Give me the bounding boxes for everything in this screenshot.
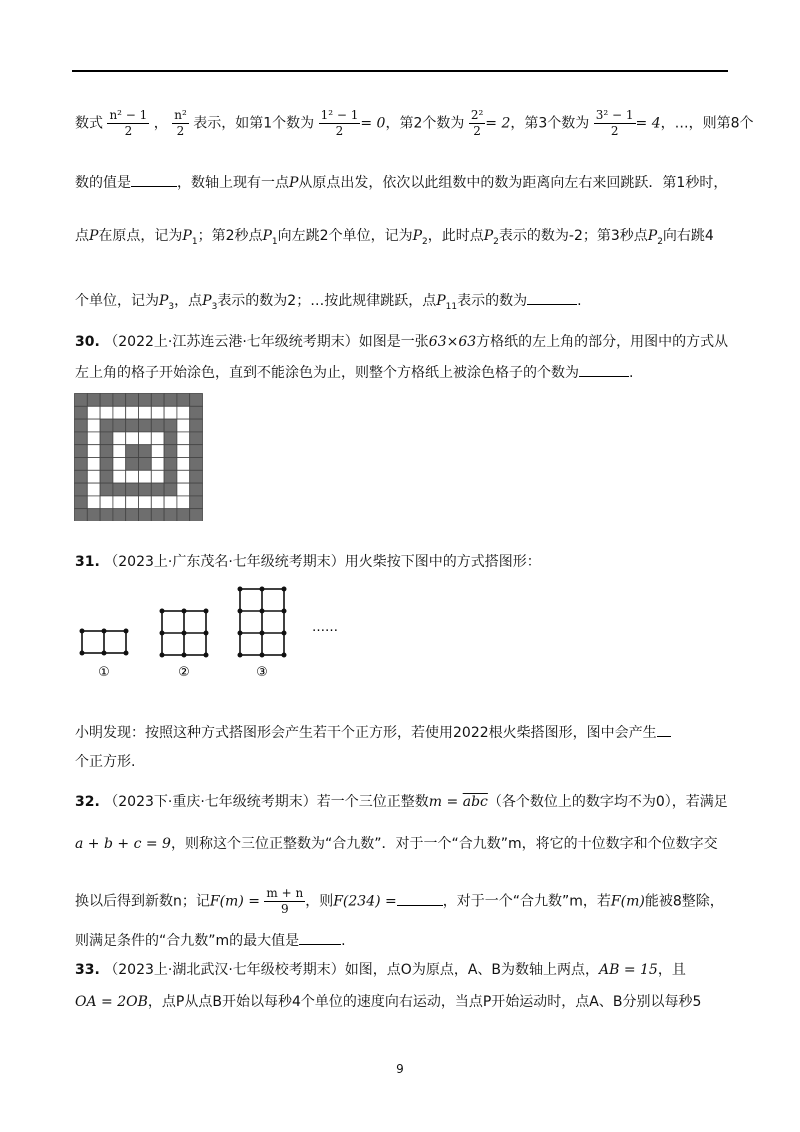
grid-cell: [113, 458, 126, 471]
grid-cell: [75, 445, 88, 458]
grid-cell: [87, 483, 100, 496]
q32-line-3: 换以后得到新数n；记F(m) = $\frac{m + n}{9}$ ，则F(234) = ，对于一个“合九数”m，若F(m)能被8整除，: [75, 886, 724, 916]
grid-cell: [177, 406, 190, 419]
grid-cell: [190, 458, 203, 471]
grid-cell: [87, 509, 100, 521]
q29-line-3: 点P在原点，记为$P_1$；第2秒点$P_1$向左跳2个单位，记为$P_2$，此时点$P_2$表示的数为-2；第3秒点$P_2$向右跳4: [75, 228, 714, 247]
grid-cell: [100, 458, 113, 471]
q32-line-1: 32. （2023下·重庆·七年级统考期末）若一个三位正整数$m = \overline{abc}$（各个数位上的数字均不为0），若满足: [75, 794, 728, 810]
grid-cell: [164, 432, 177, 445]
grid-cell: [87, 458, 100, 471]
grid-cell: [75, 432, 88, 445]
grid-cell: [100, 406, 113, 419]
grid-cell: [139, 470, 152, 483]
fraction: $\frac{\text{2²}}{2}$: [470, 108, 484, 138]
coloring-grid-svg: [74, 393, 204, 521]
q29-line-4: 个单位，记为$P_3$，点$P_3$表示的数为2；…按此规律跳跃，点$P_{11}$表示的数为 .: [75, 290, 582, 317]
grid-cell: [100, 445, 113, 458]
fraction: $\frac{m + n}{9}$: [266, 886, 304, 916]
q33-line-1: 33. （2023上·湖北武汉·七年级校考期末）如图，点O为原点，A、B为数轴上两点，AB = 15，且: [75, 962, 686, 978]
grid-cell: [164, 419, 177, 432]
grid-cell: [190, 406, 203, 419]
grid-cell: [164, 509, 177, 521]
grid-cell: [100, 432, 113, 445]
grid-cell: [126, 470, 139, 483]
grid-cell: [139, 496, 152, 509]
fraction: $\frac{\text{n² − 1}}{2}$: [109, 108, 148, 138]
grid-cell: [100, 419, 113, 432]
grid-cell: [87, 394, 100, 407]
grid-cell: [87, 432, 100, 445]
figure-label-3: ③: [256, 665, 268, 680]
grid-cell: [126, 394, 139, 407]
grid-cell: [126, 406, 139, 419]
grid-cell: [113, 509, 126, 521]
page-number: 9: [396, 1062, 404, 1076]
grid-cell: [190, 432, 203, 445]
grid-cell: [177, 432, 190, 445]
grid-cell: [87, 496, 100, 509]
grid-cell: [177, 483, 190, 496]
grid-cell: [113, 406, 126, 419]
grid-cell: [113, 394, 126, 407]
grid-cell: [164, 470, 177, 483]
grid-cell: [177, 419, 190, 432]
grid-cell: [190, 419, 203, 432]
grid-cell: [139, 419, 152, 432]
grid-cell: [113, 419, 126, 432]
grid-cell: [139, 406, 152, 419]
grid-cell: [151, 445, 164, 458]
grid-cell: [164, 496, 177, 509]
answer-blank[interactable]: [131, 172, 177, 187]
grid-cell: [139, 394, 152, 407]
grid-cell: [75, 458, 88, 471]
matchstick-svg: [72, 583, 372, 683]
grid-cell: [151, 432, 164, 445]
grid-cell: [126, 509, 139, 521]
answer-blank[interactable]: [299, 930, 341, 945]
grid-cell: [75, 496, 88, 509]
answer-blank[interactable]: [527, 290, 577, 305]
grid-cell: [151, 496, 164, 509]
grid-cell: [164, 445, 177, 458]
grid-cell: [164, 406, 177, 419]
grid-cell: [126, 419, 139, 432]
grid-cell: [100, 509, 113, 521]
grid-cell: [100, 483, 113, 496]
fraction: $\frac{\text{n²}}{2}$: [174, 108, 187, 138]
grid-cell: [190, 509, 203, 521]
grid-cell: [177, 470, 190, 483]
matchstick-figures: [72, 583, 372, 687]
grid-cell: [126, 496, 139, 509]
fraction: $\frac{\text{1² − 1}}{2}$: [320, 108, 359, 138]
grid-cell: [164, 483, 177, 496]
grid-figure: [74, 393, 204, 525]
answer-blank[interactable]: [579, 362, 629, 377]
grid-cell: [113, 470, 126, 483]
grid-cell: [87, 445, 100, 458]
grid-cell: [190, 496, 203, 509]
grid-cell: [139, 483, 152, 496]
grid-cell: [87, 470, 100, 483]
answer-blank[interactable]: [397, 891, 443, 906]
grid-cell: [151, 483, 164, 496]
grid-cell: [177, 496, 190, 509]
grid-cell: [151, 458, 164, 471]
figure-3: [240, 589, 284, 655]
grid-cell: [113, 445, 126, 458]
grid-cell: [139, 432, 152, 445]
q30-line-2: 左上角的格子开始涂色，直到不能涂色为止，则整个方格纸上被涂色格子的个数为 .: [75, 362, 633, 383]
q31-line-1: 31. （2023上·广东茂名·七年级统考期末）用火柴按下图中的方式搭图形：: [75, 554, 541, 570]
figure-label-2: ②: [178, 665, 190, 680]
grid-cell: [139, 445, 152, 458]
grid-cell: [177, 458, 190, 471]
grid-cell: [151, 394, 164, 407]
q32-line-4: 则满足条件的“合九数”m的最大值是 .: [75, 930, 346, 951]
grid-cell: [100, 470, 113, 483]
grid-cell: [151, 470, 164, 483]
q32-line-2: a + b + c = 9，则称这个三位正整数为“合九数”．对于一个“合九数”m，将它的十位数字和个位数字交: [75, 836, 718, 852]
grid-cell: [190, 394, 203, 407]
grid-cell: [151, 419, 164, 432]
grid-cell: [113, 483, 126, 496]
grid-cell: [177, 394, 190, 407]
figure-1: [82, 631, 126, 653]
grid-cell: [113, 496, 126, 509]
figure-label-1: ①: [98, 665, 110, 680]
grid-cell: [151, 406, 164, 419]
grid-cell: [177, 509, 190, 521]
grid-cell: [126, 483, 139, 496]
grid-cell: [139, 458, 152, 471]
q31-line-2: 小明发现：按照这种方式搭图形会产生若干个正方形，若使用2022根火柴搭图形，图中会产生: [75, 722, 671, 743]
grid-cell: [126, 445, 139, 458]
grid-cell: [87, 419, 100, 432]
q33-line-2: OA = 2OB，点P从点B开始以每秒4个单位的速度向右运动，当点P开始运动时，点A、B分别以每秒5: [75, 994, 702, 1010]
grid-cell: [100, 394, 113, 407]
grid-cell: [126, 432, 139, 445]
grid-cell: [190, 445, 203, 458]
grid-cell: [75, 419, 88, 432]
grid-cell: [190, 483, 203, 496]
grid-cell: [190, 470, 203, 483]
grid-cell: [75, 483, 88, 496]
grid-cell: [164, 394, 177, 407]
fraction: $\frac{\text{3² − 1}}{2}$: [595, 108, 634, 138]
grid-cell: [87, 406, 100, 419]
q31-line-3: 个正方形.: [75, 754, 136, 770]
grid-cell: [151, 509, 164, 521]
grid-cell: [126, 458, 139, 471]
grid-cell: [139, 509, 152, 521]
grid-cell: [164, 458, 177, 471]
q29-line-1: 数式 $\frac{\text{n² − 1}}{2}$ ， $\frac{\text{n²}}{2}$ 表示，如第1个数为 $\frac{\text{1² − 1}}{2}$ = 0，第2个数为 $\frac{\text{2²}}{2}$ = 2，第3个数为 $\frac{\text{3² − 1}}{2}$ = 4，…，则第8个: [75, 108, 754, 138]
header-rule: [72, 70, 728, 72]
grid-cell: [100, 496, 113, 509]
grid-cell: [177, 445, 190, 458]
continuation-dots: ……: [312, 620, 338, 635]
grid-cell: [75, 470, 88, 483]
grid-cell: [75, 394, 88, 407]
q30-line-1: 30. （2022上·江苏连云港·七年级统考期末）如图是一张63×63方格纸的左上角的部分，用图中的方式从: [75, 334, 729, 350]
grid-cell: [75, 509, 88, 521]
grid-cell: [75, 406, 88, 419]
answer-blank[interactable]: [657, 722, 671, 737]
grid-cell: [113, 432, 126, 445]
q29-line-2: 数的值是 ，数轴上现有一点P从原点出发，依次以此组数中的数为距离向左右来回跳跃．第1秒时，: [75, 172, 727, 193]
